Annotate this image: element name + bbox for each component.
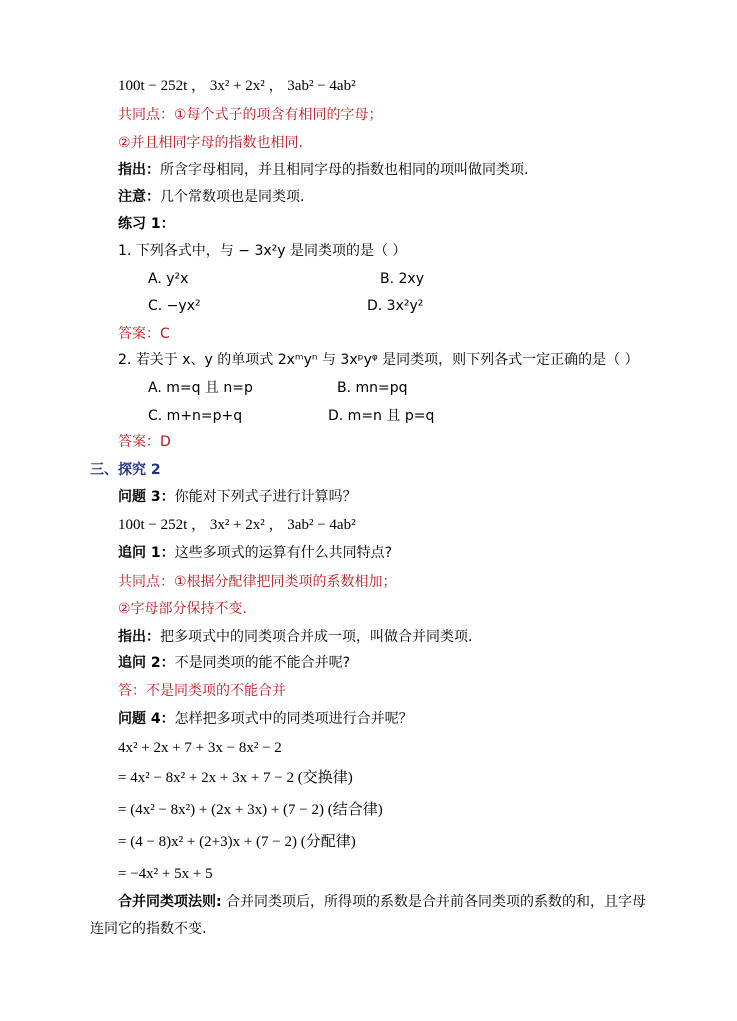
section-number: 三、 <box>90 462 118 478</box>
q1-option-a: A. y²x <box>148 271 189 287</box>
point-out-line-2 <box>118 627 472 647</box>
common-text-1: ①每个式子的项含有相同的字母； <box>174 107 383 123</box>
rule-text-1: 合并同类项后，所得项的系数是合并前各同类项的系数的和，且字母 <box>221 894 647 910</box>
question-1: 1. 下列各式中，与 − 3x²y 是同类项的是（ ） <box>118 243 407 259</box>
follow2-label: 追问 2： <box>118 655 175 671</box>
section-heading <box>90 460 161 480</box>
expr-b-1: 100t − 252t <box>118 517 188 533</box>
q2-option-d: D. m=n 且 p=q <box>328 408 435 424</box>
calc-step-2: = 4x² − 8x² + 2x + 3x + 7 − 2 (交换律) <box>118 770 353 786</box>
point-label-2: 指出： <box>118 629 160 645</box>
rule-line-1 <box>118 892 646 912</box>
follow2-text: 不是同类项的能不能合并呢? <box>174 655 351 671</box>
question-2: 2. 若关于 x、y 的单项式 2xᵐyⁿ 与 3xᵖyᵠ 是同类项，则下列各式一定正确的是（ ） <box>118 352 639 368</box>
section-title: 探究 2 <box>118 462 161 478</box>
calc-step-5: = −4x² + 5x + 5 <box>118 866 213 882</box>
q1-option-c: C. −yx² <box>148 298 201 314</box>
common-point-line-1 <box>118 105 383 125</box>
q3-text: 你能对下列式子进行计算吗？ <box>174 489 357 505</box>
common-label-2: 共同点： <box>118 574 174 590</box>
follow1-label: 追问 1： <box>118 545 175 561</box>
q1-answer: 答案：C <box>118 326 170 342</box>
expr-b-2: 3x² + 2x² <box>209 517 265 533</box>
rule-label: 合并同类项法则: <box>118 894 222 910</box>
common-point-line-2: ②并且相同字母的指数也相同. <box>118 135 304 151</box>
note-line <box>118 187 304 207</box>
follow-up-1-line <box>118 543 392 563</box>
expr-b-sep-2: ， <box>268 517 284 533</box>
note-text: 几个常数项也是同类项. <box>160 189 305 205</box>
q4-text: 怎样把多项式中的同类项进行合并呢？ <box>174 711 413 727</box>
expr-a-2: 3x² + 2x² <box>209 78 265 94</box>
point-out-line <box>118 160 528 180</box>
q2-option-a: A. m=q 且 n=p <box>148 380 253 396</box>
expr-a-1: 100t − 252t <box>118 78 188 94</box>
expression-line-b <box>118 515 356 535</box>
q3-label: 问题 3： <box>118 489 175 505</box>
point-text: 所含字母相同，并且相同字母的指数也相同的项叫做同类项. <box>160 162 529 178</box>
q2-option-c: C. m+n=p+q <box>148 408 243 424</box>
common-feature-1: ①根据分配律把同类项的系数相加； <box>174 574 397 590</box>
expr-b-sep-1: ， <box>191 517 207 533</box>
common-feature-line-1 <box>118 572 397 592</box>
point-label: 指出： <box>118 162 160 178</box>
calc-step-3: = (4x² − 8x²) + (2x + 3x) + (7 − 2) (结合律) <box>118 802 383 818</box>
follow1-text: 这些多项式的运算有什么共同特点? <box>174 545 393 561</box>
note-label: 注意： <box>118 189 160 205</box>
q1-option-b: B. 2xy <box>380 271 424 287</box>
calc-step-1: 4x² + 2x + 7 + 3x − 8x² − 2 <box>118 740 282 756</box>
common-label: 共同点： <box>118 107 174 123</box>
calc-step-4: = (4 − 8)x² + (2+3)x + (7 − 2) (分配律) <box>118 834 356 850</box>
follow-up-2-answer: 答：不是同类项的不能合并 <box>118 683 286 699</box>
question-4-line <box>118 709 413 729</box>
expr-b-3: 3ab² − 4ab² <box>287 517 356 533</box>
q2-option-b: B. mn=pq <box>337 380 408 396</box>
point-text-2: 把多项式中的同类项合并成一项，叫做合并同类项. <box>160 629 473 645</box>
expression-line-a <box>118 76 356 96</box>
follow-up-2-line <box>118 653 350 673</box>
expr-a-sep-2: ， <box>268 78 284 94</box>
expr-a-sep-1: ， <box>191 78 207 94</box>
expr-a-3: 3ab² − 4ab² <box>287 78 356 94</box>
q4-label: 问题 4： <box>118 711 175 727</box>
question-3-line <box>118 487 357 507</box>
exercise-title: 练习 1： <box>118 216 175 232</box>
common-feature-line-2: ②字母部分保持不变. <box>118 601 248 617</box>
q2-answer: 答案：D <box>118 434 171 450</box>
q1-option-d: D. 3x²y² <box>367 298 424 314</box>
rule-line-2: 连同它的指数不变. <box>90 921 207 937</box>
